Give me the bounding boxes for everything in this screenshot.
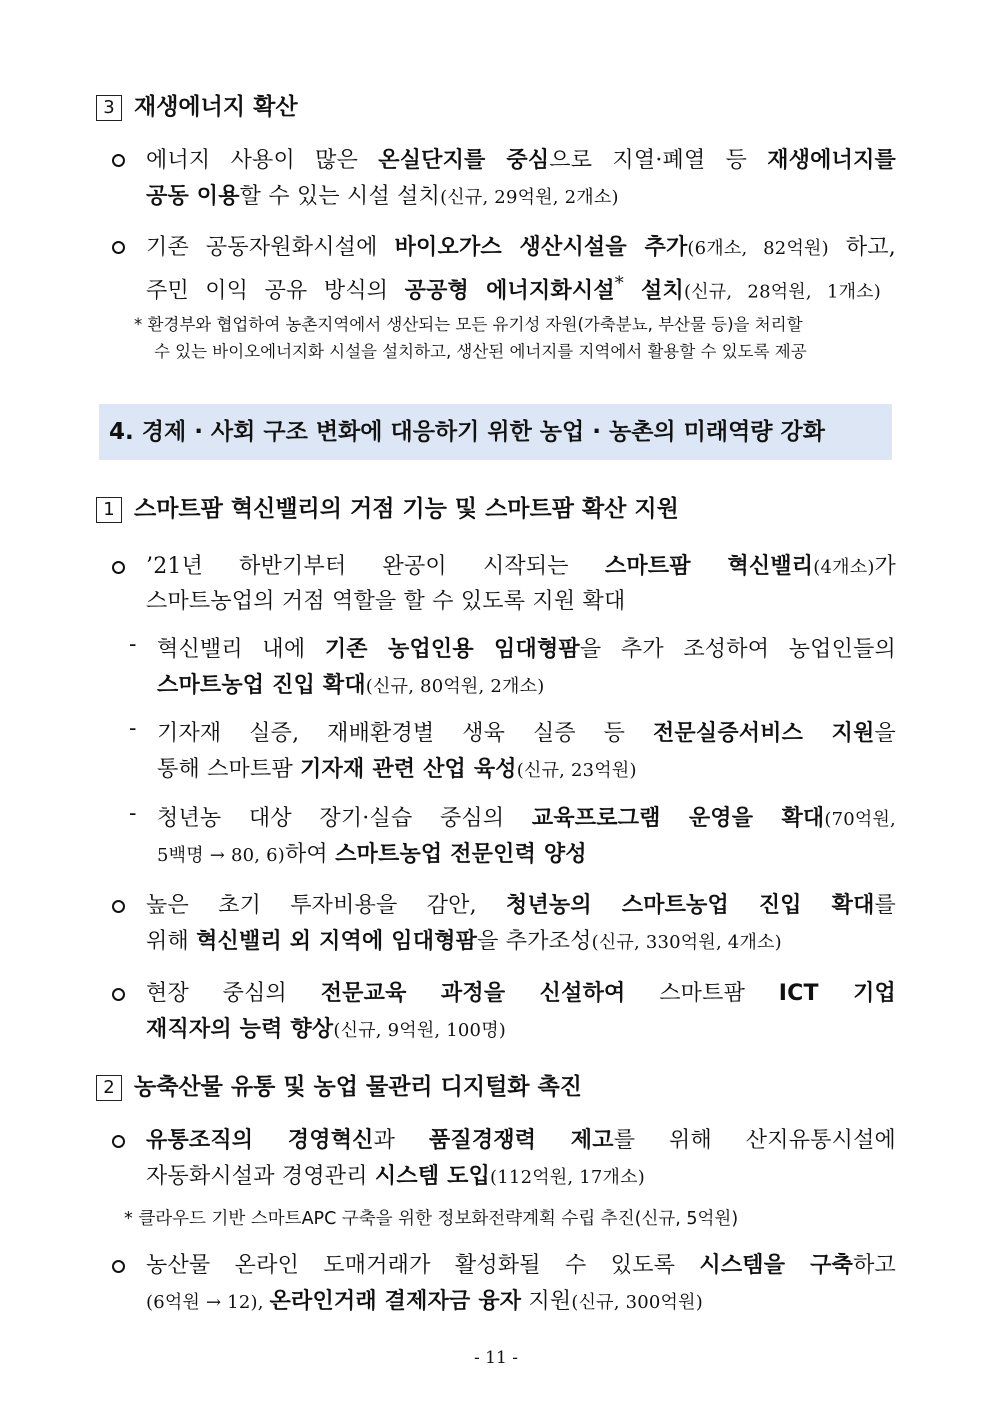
heading-title: 재생에너지 확산 (134, 94, 298, 120)
dash-marker: - (129, 716, 137, 741)
bullet-circle (112, 241, 125, 254)
heading-number-box: 1 (96, 497, 122, 523)
footnote-line: * 클라우드 기반 스마트APC 구축을 위한 정보화전략계획 수립 추진(신규, 5억원) (124, 1209, 739, 1229)
section-title-bar: 4. 경제 · 사회 구조 변화에 대응하기 위한 농업 · 농촌의 미래역량 강화 (99, 404, 892, 460)
bullet-circle (112, 988, 125, 1001)
bullet-circle (112, 154, 125, 167)
paragraph-line: 재직자의 능력 향상(신규, 9억원, 100명) (146, 1017, 507, 1042)
paragraph-line: 주민 이익 공유 방식의 공공형 에너지화시설* 설치(신규, 28억원, 1개소) (146, 273, 881, 304)
heading-number-box: 3 (96, 95, 122, 121)
paragraph-line: 위해 혁신밸리 외 지역에 임대형팜을 추가조성(신규, 330억원, 4개소) (146, 929, 782, 954)
paragraph-line: 유통조직의 경영혁신과 품질경쟁력 제고를 위해 산지유통시설에 (146, 1128, 896, 1153)
paragraph-line: 공동 이용할 수 있는 시설 설치(신규, 29억원, 2개소) (146, 184, 619, 209)
paragraph-line: 에너지 사용이 많은 온실단지를 중심으로 지열·폐열 등 재생에너지를 (146, 148, 896, 173)
paragraph-line: 스마트농업의 거점 역할을 할 수 있도록 지원 확대 (146, 589, 626, 614)
dash-marker: - (129, 801, 137, 826)
paragraph-line: 혁신밸리 내에 기존 농업인용 임대형팜을 추가 조성하여 농업인들의 (157, 637, 896, 662)
heading-title: 농축산물 유통 및 농업 물관리 디지털화 촉진 (134, 1074, 582, 1100)
footnote-line: 수 있는 바이오에너지화 시설을 설치하고, 생산된 에너지를 지역에서 활용할 수 있도록 제공 (154, 342, 807, 361)
paragraph-line: 기자재 실증, 재배환경별 생육 실증 등 전문실증서비스 지원을 (157, 721, 896, 746)
paragraph-line: 자동화시설과 경영관리 시스템 도입(112억원, 17개소) (146, 1164, 645, 1189)
paragraph-line: 청년농 대상 장기·실습 중심의 교육프로그램 운영을 확대(70억원, (157, 806, 896, 831)
paragraph-line: 통해 스마트팜 기자재 관련 산업 육성(신규, 23억원) (157, 757, 637, 782)
paragraph-line: ’21년 하반기부터 완공이 시작되는 스마트팜 혁신밸리(4개소)가 (146, 554, 896, 579)
bullet-circle (112, 900, 125, 913)
footnote-line: * 환경부와 협업하여 농촌지역에서 생산되는 모든 유기성 자원(가축분뇨, 부산물 등)을 처리할 (134, 315, 803, 334)
dash-marker: - (129, 632, 137, 657)
bullet-circle (112, 1260, 125, 1273)
heading-number-box: 2 (96, 1075, 122, 1101)
bullet-circle (112, 1135, 125, 1148)
paragraph-line: 현장 중심의 전문교육 과정을 신설하여 스마트팜 ICT 기업 (146, 981, 896, 1006)
heading-renewable-energy (96, 92, 298, 122)
heading-title: 스마트팜 혁신밸리의 거점 기능 및 스마트팜 확산 지원 (134, 496, 679, 522)
paragraph-line: 높은 초기 투자비용을 감안, 청년농의 스마트농업 진입 확대를 (146, 893, 896, 918)
bullet-circle (112, 561, 125, 574)
paragraph-line: 기존 공동자원화시설에 바이오가스 생산시설을 추가(6개소, 82억원) 하고, (146, 235, 896, 260)
heading-distribution-digital (96, 1072, 582, 1102)
paragraph-line: (6억원 → 12), 온라인거래 결제자금 융자 지원(신규, 300억원) (146, 1289, 703, 1314)
paragraph-line: 5백명 → 80, 6)하여 스마트농업 전문인력 양성 (157, 842, 587, 867)
paragraph-line: 스마트농업 진입 확대(신규, 80억원, 2개소) (157, 673, 545, 698)
paragraph-line: 농산물 온라인 도매거래가 활성화될 수 있도록 시스템을 구축하고 (146, 1253, 896, 1278)
heading-smart-farm (96, 494, 679, 524)
page-number: - 11 - (474, 1348, 518, 1368)
